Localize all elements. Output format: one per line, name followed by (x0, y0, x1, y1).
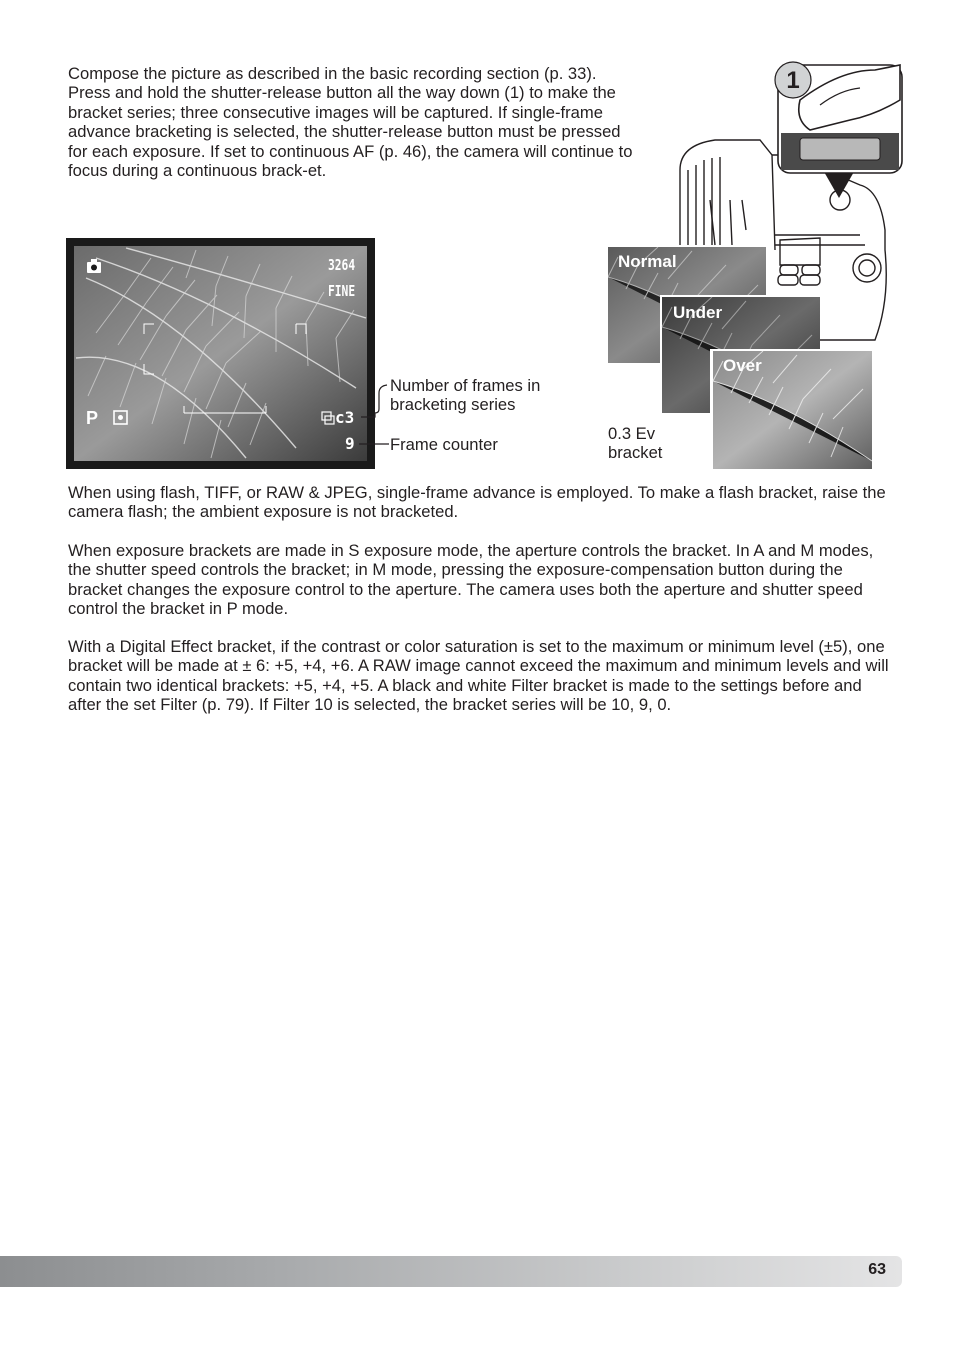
flash-paragraph: When using flash, TIFF, or RAW & JPEG, single-frame advance is employed. To make a flash bracket, raise the camera flash; the ambient exposure is not bracketed. (68, 483, 886, 522)
lcd-exposure-mode: P (86, 408, 99, 428)
lcd-bracket-frames: c3 (335, 408, 355, 427)
ev-bracket-label: 0.3 Ev bracket (608, 424, 663, 463)
lcd-monitor-illustration (66, 238, 375, 469)
exposure-mode-paragraph: When exposure brackets are made in S exposure mode, the aperture controls the bracket. In A and M modes, the shutter speed controls the bracket; in M mode, pressing the exposure-compensation button during the bracket changes the exposure control to the aperture. The camera uses both the aperture and shutter speed control the bracket in P mode. (68, 541, 874, 619)
step-number-badge: 1 (786, 67, 800, 94)
footer-bar (0, 1256, 902, 1287)
lcd-frame-counter: 9 (345, 434, 355, 453)
lcd-image-size: 3264 (328, 256, 356, 274)
over-photo-label: Over (723, 356, 762, 375)
page-number: 63 (868, 1261, 886, 1278)
normal-photo-label: Normal (618, 252, 677, 271)
frames-callout-label: Number of frames in bracketing series (390, 376, 541, 415)
lcd-quality: FINE (328, 282, 356, 300)
callout-leader-lines (355, 375, 395, 455)
digital-effect-paragraph: With a Digital Effect bracket, if the contrast or color saturation is set to the maximum or minimum level (±5), one bracket will be made at ± 6: +5, +4, +6. A RAW image cannot exceed the maximum and minimum levels and will contain two identical brackets: +5, +4, +5. A black and white Filter bracket is made to the settings before and after the set Filter (p. 79). If Filter 10 is selected, the bracket series will be 10, 9, 0. (68, 637, 889, 715)
counter-callout-label: Frame counter (390, 435, 498, 454)
under-photo-label: Under (673, 303, 723, 322)
intro-paragraph: Compose the picture as described in the basic recording section (p. 33). Press and hold the shutter-release button all the way down (1) to make the bracket series; three consecutive images will be captured. If single-frame advance bracketing is selected, the shutter-release button must be pressed for each exposure. If set to continuous AF (p. 46), the camera will continue to focus during a continuous brack-et. (68, 64, 633, 181)
